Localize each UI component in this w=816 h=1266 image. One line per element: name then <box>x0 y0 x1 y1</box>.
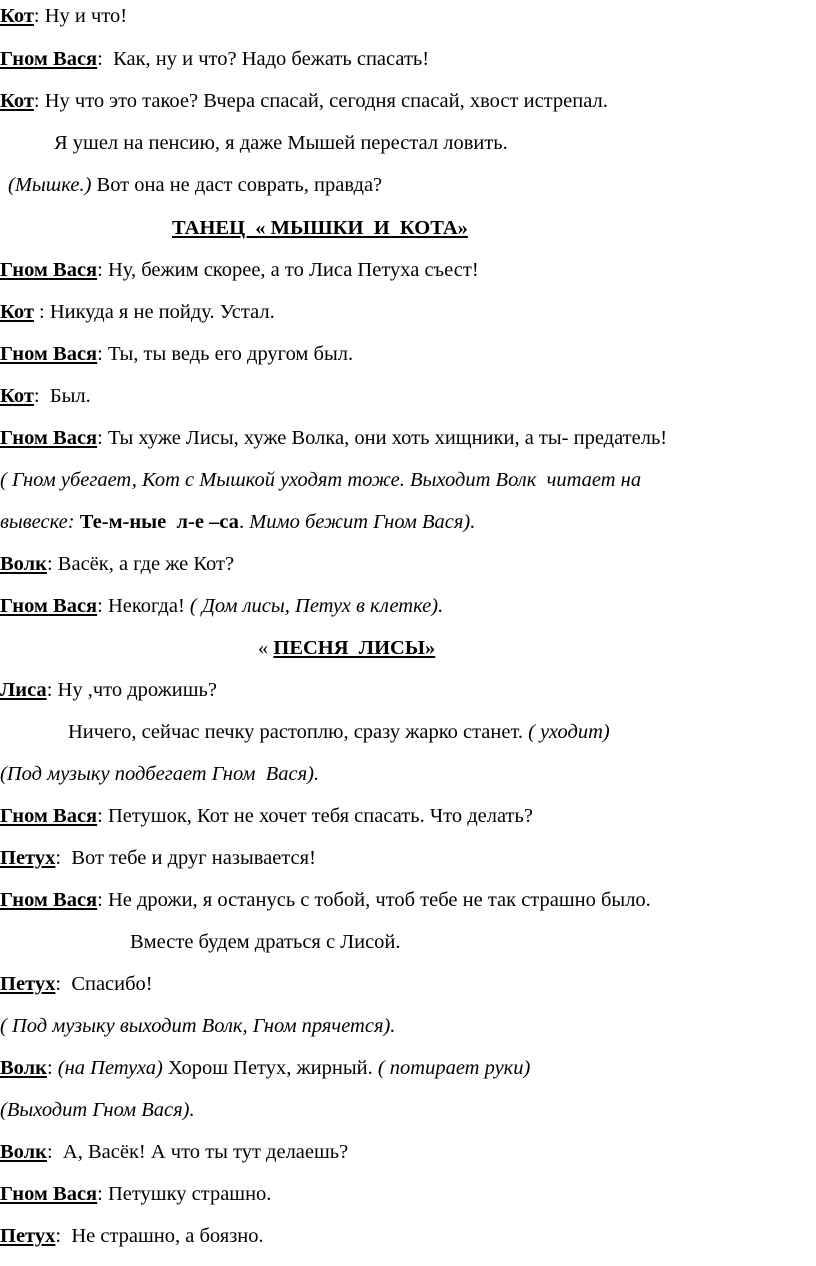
dialogue-text: Как, ну и что? Надо бежать спасать! <box>113 48 430 70</box>
section-heading: ТАНЕЦ « МЫШКИ И КОТА» <box>172 217 468 239</box>
line-15: Гном Вася: Некогда! ( Дом лисы, Петух в клетке). <box>0 595 444 617</box>
dialogue-text: Спасибо! <box>71 973 153 995</box>
dialogue-text: Вот она не даст соврать, правда? <box>91 174 383 196</box>
dialogue-text: Петушок, Кот не хочет тебя спасать. Что делать? <box>107 805 533 827</box>
speaker-name: Гном Вася <box>0 805 98 827</box>
line-29: Гном Вася: Петушку страшно. <box>0 1183 272 1205</box>
stage-direction: (Мышке.) <box>8 174 92 196</box>
speaker-name: Волк <box>0 1141 47 1163</box>
dialogue-text: Ну и что! <box>44 5 128 27</box>
speaker-name: Кот <box>0 90 34 112</box>
line-30: Петух: Не страшно, а боязно. <box>0 1225 264 1247</box>
line-11: Гном Вася: Ты хуже Лисы, хуже Волка, они хоть хищники, а ты- предатель! <box>0 427 668 449</box>
line-9: Гном Вася: Ты, ты ведь его другом был. <box>0 343 354 365</box>
dialogue-text: Ты, ты ведь его другом был. <box>107 343 354 365</box>
speaker-name: Гном Вася <box>0 595 98 617</box>
speaker-name: Кот <box>0 385 34 407</box>
dialogue-text: Не страшно, а боязно. <box>71 1225 264 1247</box>
speaker-name: Волк <box>0 553 47 575</box>
speaker-name: Лиса <box>0 679 47 701</box>
dialogue-text: Петушку страшно. <box>107 1183 272 1205</box>
line-27 <box>0 1098 195 1122</box>
line-18 <box>68 720 610 744</box>
dialogue-text: А, Васёк! А что ты тут делаешь? <box>62 1141 349 1163</box>
line-19 <box>0 762 319 786</box>
speaker-name: Гном Вася <box>0 1183 98 1205</box>
line-12 <box>0 468 641 492</box>
line-4 <box>54 131 508 155</box>
stage-direction: (Выходит Гном Вася). <box>0 1099 195 1121</box>
dialogue-text: Ничего, сейчас печку растоплю, сразу жарко станет. <box>68 721 529 743</box>
stage-direction: вывеске: <box>0 511 80 533</box>
dialogue-text: Ну, бежим скорее, а то Лиса Петуха съест! <box>107 259 479 281</box>
line-24: Петух: Спасибо! <box>0 973 153 995</box>
stage-direction: ( уходит) <box>528 721 610 743</box>
sign-text: Те-м-ные л-е –са <box>79 511 239 533</box>
speaker-name: Гном Вася <box>0 889 98 911</box>
speaker-name: Кот <box>0 301 34 323</box>
stage-direction: Мимо бежит Гном Вася). <box>249 511 476 533</box>
dialogue-text: Я ушел на пенсию, я даже Мышей перестал ловить. <box>54 132 508 154</box>
line-3: Кот: Ну что это такое? Вчера спасай, сегодня спасай, хвост истрепал. <box>0 90 608 112</box>
dialogue-text: Васёк, а где же Кот? <box>57 553 235 575</box>
stage-direction: (на Петуха) <box>57 1057 163 1079</box>
speaker-name: Гном Вася <box>0 48 98 70</box>
line-2: Гном Вася: Как, ну и что? Надо бежать спасать! <box>0 48 430 70</box>
line-13: вывеске: Те-м-ные л-е –са. Мимо бежит Гном Вася). <box>0 511 476 533</box>
line-8: Кот : Никуда я не пойду. Устал. <box>0 301 275 323</box>
dialogue-text: Не дрожи, я останусь с тобой, чтоб тебе не так страшно было. <box>107 889 651 911</box>
dialogue-text: Никуда я не пойду. Устал. <box>49 301 275 323</box>
dialogue-text: Некогда! <box>107 595 190 617</box>
speaker-name: Гном Вася <box>0 427 98 449</box>
line-10: Кот: Был. <box>0 385 91 407</box>
stage-direction: ( потирает руки) <box>377 1057 531 1079</box>
dialogue-text: Хорош Петух, жирный. <box>162 1057 378 1079</box>
stage-direction: (Под музыку подбегает Гном Вася). <box>0 763 320 785</box>
line-1: Кот: Ну и что! <box>0 5 128 27</box>
dialogue-text: Ты хуже Лисы, хуже Волка, они хоть хищники, а ты- предатель! <box>107 427 668 449</box>
speaker-name: Петух <box>0 973 56 995</box>
dialogue-text: Ну что это такое? Вчера спасай, сегодня спасай, хвост истрепал. <box>44 90 608 112</box>
speaker-name: Петух <box>0 847 56 869</box>
line-7: Гном Вася: Ну, бежим скорее, а то Лиса Петуха съест! <box>0 259 479 281</box>
line-22: Гном Вася: Не дрожи, я останусь с тобой, чтоб тебе не так страшно было. <box>0 889 651 911</box>
line-17: Лиса: Ну ,что дрожишь? <box>0 679 217 701</box>
speaker-name: Гном Вася <box>0 343 98 365</box>
line-26: Волк: (на Петуха) Хорош Петух, жирный. ( потирает руки) <box>0 1057 531 1079</box>
dialogue-text: Вот тебе и друг называется! <box>71 847 316 869</box>
line-20: Гном Вася: Петушок, Кот не хочет тебя спасать. Что делать? <box>0 805 533 827</box>
dialogue-text: Был. <box>49 385 91 407</box>
stage-direction: ( Дом лисы, Петух в клетке). <box>189 595 444 617</box>
speaker-name: Петух <box>0 1225 56 1247</box>
stage-direction: ( Гном убегает, Кот с Мышкой уходят тоже. Выходит Волк читает на <box>0 469 642 491</box>
line-25 <box>0 1014 395 1038</box>
line-28: Волк: А, Васёк! А что ты тут делаешь? <box>0 1141 349 1163</box>
line-21: Петух: Вот тебе и друг называется! <box>0 847 316 869</box>
speaker-name: Кот <box>0 5 34 27</box>
dialogue-text: Ну ,что дрожишь? <box>57 679 217 701</box>
speaker-name: Гном Вася <box>0 259 98 281</box>
dialogue-text: Вместе будем драться с Лисой. <box>130 931 401 953</box>
line-23 <box>130 930 401 954</box>
speaker-name: Волк <box>0 1057 47 1079</box>
line-5 <box>8 173 382 197</box>
line-14: Волк: Васёк, а где же Кот? <box>0 553 235 575</box>
stage-direction: ( Под музыку выходит Волк, Гном прячется). <box>0 1015 396 1037</box>
song-heading: « ПЕСНЯ ЛИСЫ» <box>258 637 436 659</box>
